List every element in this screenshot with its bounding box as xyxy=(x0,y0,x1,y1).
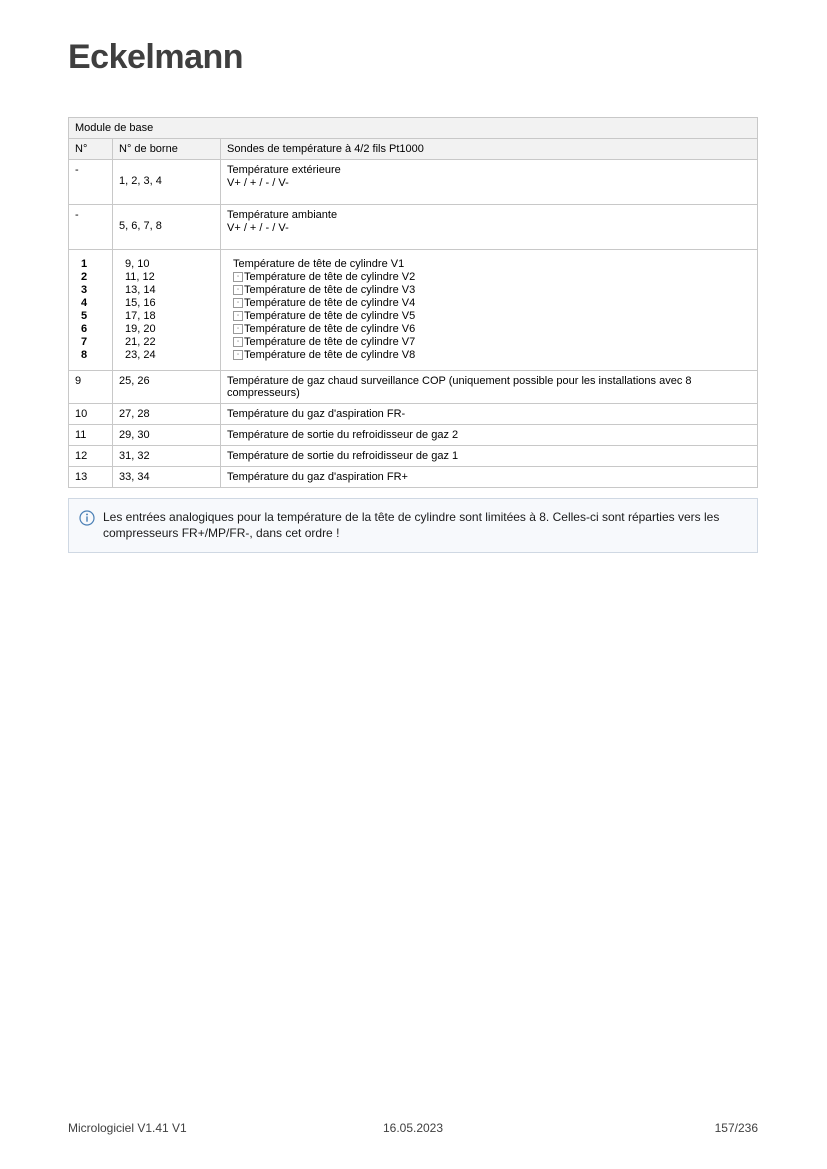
cell-no: 1 xyxy=(81,258,88,270)
cell-description-text: Température de tête de cylindre V3 xyxy=(244,284,416,296)
info-note-text: Les entrées analogiques pour la température de la tête de cylindre sont limitées à 8. Celles-ci sont réparties vers les compresseurs FR+/MP/FR-, dans cet ordre ! xyxy=(103,510,720,540)
cell-no: 4 xyxy=(81,297,88,309)
footer-firmware: Micrologiciel V1.41 V1 xyxy=(68,1121,187,1135)
description-item xyxy=(227,323,751,336)
cell-no: - xyxy=(69,205,113,250)
cell-terminal-value: 5, 6, 7, 8 xyxy=(119,220,162,232)
description-item xyxy=(227,336,751,349)
cell-no: 13 xyxy=(69,467,113,488)
table-row xyxy=(69,205,758,250)
cell-terminal: 31, 32 xyxy=(113,446,221,467)
header-no: N° xyxy=(69,139,113,160)
cell-terminal: 33, 34 xyxy=(113,467,221,488)
cell-terminal: 27, 28 xyxy=(113,404,221,425)
company-logo: Eckelmann xyxy=(68,38,244,76)
footer-date: 16.05.2023 xyxy=(382,1121,444,1135)
table-row xyxy=(69,425,758,446)
table-row xyxy=(69,446,758,467)
table-row xyxy=(69,404,758,425)
terminal-assignment-table xyxy=(68,117,758,488)
cell-description-text: Température de tête de cylindre V4 xyxy=(244,297,416,309)
cell-description xyxy=(221,160,758,205)
header-description: Sondes de température à 4/2 fils Pt1000 xyxy=(221,139,758,160)
description-item xyxy=(227,258,751,271)
page-footer xyxy=(68,1121,758,1135)
cell-description xyxy=(221,205,758,250)
description-item xyxy=(227,284,751,297)
cell-description: Température de sortie du refroidisseur de gaz 2 xyxy=(221,425,758,446)
cell-description-text: Température de tête de cylindre V2 xyxy=(244,271,416,283)
cell-terminal-value: 19, 20 xyxy=(125,323,156,335)
description-line-1: Température ambiante xyxy=(227,209,338,221)
table-title: Module de base xyxy=(69,118,758,139)
header-terminal: N° de borne xyxy=(113,139,221,160)
missing-glyph-icon: ▫ xyxy=(233,298,243,308)
cell-no: 2 xyxy=(81,271,88,283)
missing-glyph-icon: ▫ xyxy=(233,324,243,334)
cell-terminal-value: 17, 18 xyxy=(125,310,156,322)
cell-terminal xyxy=(113,160,221,205)
cell-terminal: 29, 30 xyxy=(113,425,221,446)
info-note xyxy=(68,498,758,553)
cell-description: Température de gaz chaud surveillance COP (uniquement possible pour les installations avec 8 compresseurs) xyxy=(221,371,758,404)
missing-glyph-icon: ▫ xyxy=(233,285,243,295)
table-row xyxy=(69,467,758,488)
cell-no: - xyxy=(69,160,113,205)
cell-no: 6 xyxy=(81,323,88,335)
description-item xyxy=(227,297,751,310)
description-item xyxy=(227,271,751,284)
cell-description-text: Température de tête de cylindre V6 xyxy=(244,323,416,335)
cell-terminal-value: 21, 22 xyxy=(125,336,156,348)
cell-no: 12 xyxy=(69,446,113,467)
cell-no: 8 xyxy=(81,349,88,361)
missing-glyph-icon: ▫ xyxy=(233,337,243,347)
cell-description-group xyxy=(221,250,758,371)
description-item xyxy=(227,349,751,362)
cell-description-text: Température de tête de cylindre V7 xyxy=(244,336,416,348)
info-icon xyxy=(79,510,95,526)
cell-no-group xyxy=(69,250,113,371)
missing-glyph-icon: ▫ xyxy=(233,311,243,321)
cell-description-text: Température de tête de cylindre V1 xyxy=(233,258,405,270)
table-row xyxy=(69,371,758,404)
description-line-2: V+ / + / - / V- xyxy=(227,177,289,189)
cell-no: 9 xyxy=(69,371,113,404)
cell-no: 10 xyxy=(69,404,113,425)
missing-glyph-icon: ▫ xyxy=(233,272,243,282)
table-row-cylinder-group xyxy=(69,250,758,371)
cell-no: 11 xyxy=(69,425,113,446)
cell-description-text: Température de tête de cylindre V8 xyxy=(244,349,416,361)
cell-terminal-value: 9, 10 xyxy=(125,258,150,270)
table-title-row xyxy=(69,118,758,139)
description-item xyxy=(227,310,751,323)
cell-terminal-value: 1, 2, 3, 4 xyxy=(119,175,162,187)
cell-description: Température du gaz d'aspiration FR+ xyxy=(221,467,758,488)
cell-terminal: 25, 26 xyxy=(113,371,221,404)
cell-terminal-value: 13, 14 xyxy=(125,284,156,296)
cell-description-text: Température de tête de cylindre V5 xyxy=(244,310,416,322)
missing-glyph-icon: ▫ xyxy=(233,350,243,360)
cell-no: 5 xyxy=(81,310,88,322)
cell-terminal-group xyxy=(113,250,221,371)
description-line-1: Température extérieure xyxy=(227,164,341,176)
cell-description: Température de sortie du refroidisseur de gaz 1 xyxy=(221,446,758,467)
cell-terminal-value: 11, 12 xyxy=(125,271,155,283)
cell-terminal xyxy=(113,205,221,250)
footer-page-number: 157/236 xyxy=(714,1121,758,1135)
cell-no: 7 xyxy=(81,336,88,348)
cell-terminal-value: 23, 24 xyxy=(125,349,156,361)
content-area xyxy=(68,117,758,553)
cell-terminal-value: 15, 16 xyxy=(125,297,156,309)
table-row xyxy=(69,160,758,205)
description-line-2: V+ / + / - / V- xyxy=(227,222,289,234)
table-header-row xyxy=(69,139,758,160)
cell-no: 3 xyxy=(81,284,88,296)
cell-description: Température du gaz d'aspiration FR- xyxy=(221,404,758,425)
